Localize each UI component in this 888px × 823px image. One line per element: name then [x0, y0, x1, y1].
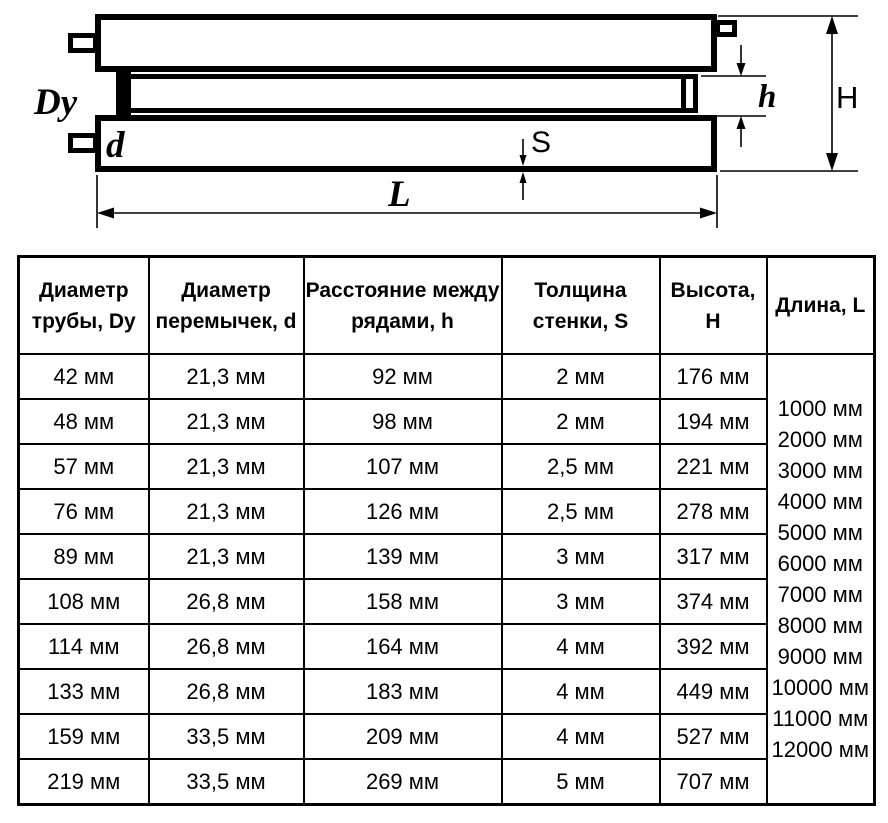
length-value: 5000 мм	[777, 520, 863, 545]
cell-h: 92 мм	[304, 354, 502, 399]
cell-dy: 108 мм	[19, 579, 149, 624]
header-jumper-diameter: Диаметр перемычек, d	[149, 257, 304, 355]
cell-s: 4 мм	[502, 624, 660, 669]
length-value: 3000 мм	[777, 458, 863, 483]
table-row	[19, 714, 875, 759]
header-length: Длина, L	[767, 257, 875, 355]
length-value: 8000 мм	[777, 613, 863, 638]
cell-d: 33,5 мм	[149, 714, 304, 759]
cell-d: 26,8 мм	[149, 579, 304, 624]
cell-h: 98 мм	[304, 399, 502, 444]
arrow-h-top	[737, 63, 746, 76]
cell-height: 374 мм	[660, 579, 767, 624]
cell-dy: 219 мм	[19, 759, 149, 805]
length-value: 11000 мм	[772, 706, 869, 731]
cell-dy: 133 мм	[19, 669, 149, 714]
cell-h: 209 мм	[304, 714, 502, 759]
label-S: S	[531, 126, 552, 159]
arrow-L-right	[700, 208, 717, 219]
label-H: H	[836, 80, 859, 115]
stub-top-right	[718, 23, 735, 35]
cell-dy: 57 мм	[19, 444, 149, 489]
arrow-H-bottom	[826, 153, 838, 171]
header-row-spacing: Расстояние между рядами, h	[304, 257, 502, 355]
arrow-L-left	[97, 208, 114, 219]
cell-d: 21,3 мм	[149, 399, 304, 444]
length-cell	[767, 354, 875, 805]
cell-s: 3 мм	[502, 534, 660, 579]
label-L: L	[388, 174, 411, 215]
length-value: 1000 мм	[777, 396, 863, 421]
table-row	[19, 624, 875, 669]
header-wall-thickness: Толщина стенки, S	[502, 257, 660, 355]
cell-dy: 114 мм	[19, 624, 149, 669]
cell-dy: 48 мм	[19, 399, 149, 444]
cell-dy: 42 мм	[19, 354, 149, 399]
header-height: Высота, H	[660, 257, 767, 355]
register-drawing	[0, 0, 888, 245]
length-value: 4000 мм	[777, 489, 863, 514]
cell-h: 107 мм	[304, 444, 502, 489]
cell-height: 221 мм	[660, 444, 767, 489]
cell-height: 317 мм	[660, 534, 767, 579]
cell-d: 21,3 мм	[149, 444, 304, 489]
dimensions-table	[17, 255, 876, 806]
cell-h: 269 мм	[304, 759, 502, 805]
cell-d: 21,3 мм	[149, 534, 304, 579]
table-row	[19, 399, 875, 444]
cell-s: 2 мм	[502, 399, 660, 444]
cell-d: 26,8 мм	[149, 624, 304, 669]
length-value: 12000 мм	[771, 737, 870, 762]
cell-dy: 76 мм	[19, 489, 149, 534]
table-row	[19, 489, 875, 534]
bottom-pipe	[98, 118, 714, 169]
arrow-H-top	[826, 16, 838, 34]
cell-height: 449 мм	[660, 669, 767, 714]
stub-bottom-left	[71, 136, 96, 151]
cell-h: 139 мм	[304, 534, 502, 579]
cell-d: 21,3 мм	[149, 354, 304, 399]
right-jumper	[684, 77, 696, 111]
table-row	[19, 669, 875, 714]
register-diagram-svg	[0, 0, 888, 245]
middle-pipe	[125, 77, 696, 111]
cell-d: 33,5 мм	[149, 759, 304, 805]
cell-dy: 159 мм	[19, 714, 149, 759]
arrow-h-bottom	[737, 116, 746, 129]
length-value: 10000 мм	[771, 675, 870, 700]
cell-s: 2 мм	[502, 354, 660, 399]
cell-height: 527 мм	[660, 714, 767, 759]
table-row	[19, 759, 875, 805]
cell-s: 3 мм	[502, 579, 660, 624]
table-row	[19, 444, 875, 489]
stub-top-left	[71, 36, 96, 51]
left-jumper	[116, 69, 131, 118]
cell-height: 707 мм	[660, 759, 767, 805]
arrow-S-bottom	[520, 172, 527, 183]
cell-height: 194 мм	[660, 399, 767, 444]
cell-h: 126 мм	[304, 489, 502, 534]
cell-s: 2,5 мм	[502, 444, 660, 489]
label-h: h	[758, 79, 777, 115]
table-row	[19, 534, 875, 579]
header-pipe-diameter: Диаметр трубы, Dy	[19, 257, 149, 355]
length-value: 2000 мм	[777, 427, 863, 452]
table-row	[19, 354, 875, 399]
cell-h: 183 мм	[304, 669, 502, 714]
table-header-row	[19, 257, 875, 355]
label-d: d	[106, 125, 125, 166]
cell-h: 164 мм	[304, 624, 502, 669]
cell-s: 5 мм	[502, 759, 660, 805]
top-pipe	[98, 17, 714, 69]
label-Dy: Dy	[34, 82, 78, 123]
cell-dy: 89 мм	[19, 534, 149, 579]
cell-d: 21,3 мм	[149, 489, 304, 534]
table-row	[19, 579, 875, 624]
cell-s: 4 мм	[502, 669, 660, 714]
cell-height: 176 мм	[660, 354, 767, 399]
cell-d: 26,8 мм	[149, 669, 304, 714]
length-value: 7000 мм	[777, 582, 863, 607]
cell-s: 2,5 мм	[502, 489, 660, 534]
cell-s: 4 мм	[502, 714, 660, 759]
cell-h: 158 мм	[304, 579, 502, 624]
cell-height: 392 мм	[660, 624, 767, 669]
length-value: 9000 мм	[777, 644, 863, 669]
length-value: 6000 мм	[777, 551, 863, 576]
cell-height: 278 мм	[660, 489, 767, 534]
